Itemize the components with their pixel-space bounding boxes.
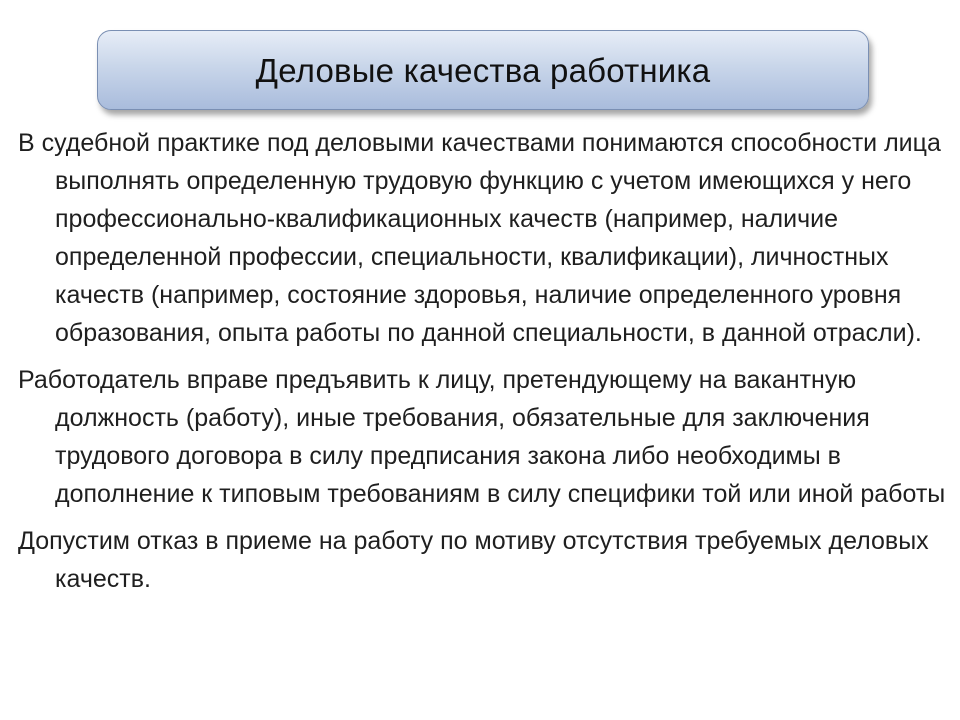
- paragraph-employer-requirements: Работодатель вправе предъявить к лицу, претендующему на вакантную должность (работу), иные требования, обязательные для заключения трудового договора в силу предписания закона либо необходимы в дополнение к типовым требованиям в силу специфики той или иной работы: [18, 366, 946, 508]
- title-box: [97, 30, 869, 110]
- slide-title: Деловые качества работника: [255, 51, 711, 89]
- paragraph-definition: В судебной практике под деловыми качествами понимаются способности лица выполнять определенную трудовую функцию с учетом имеющихся у него профессионально-квалификационных качеств (например, наличие определенной профессии, специальности, квалификации), личностных качеств (например, состояние здоровья, наличие определенного уровня образования, опыта работы по данной специальности, в данной отрасли).: [18, 129, 941, 347]
- paragraph-refusal: Допустим отказ в приеме на работу по мотиву отсутствия требуемых деловых качеств.: [18, 527, 929, 593]
- slide-content: [18, 124, 948, 607]
